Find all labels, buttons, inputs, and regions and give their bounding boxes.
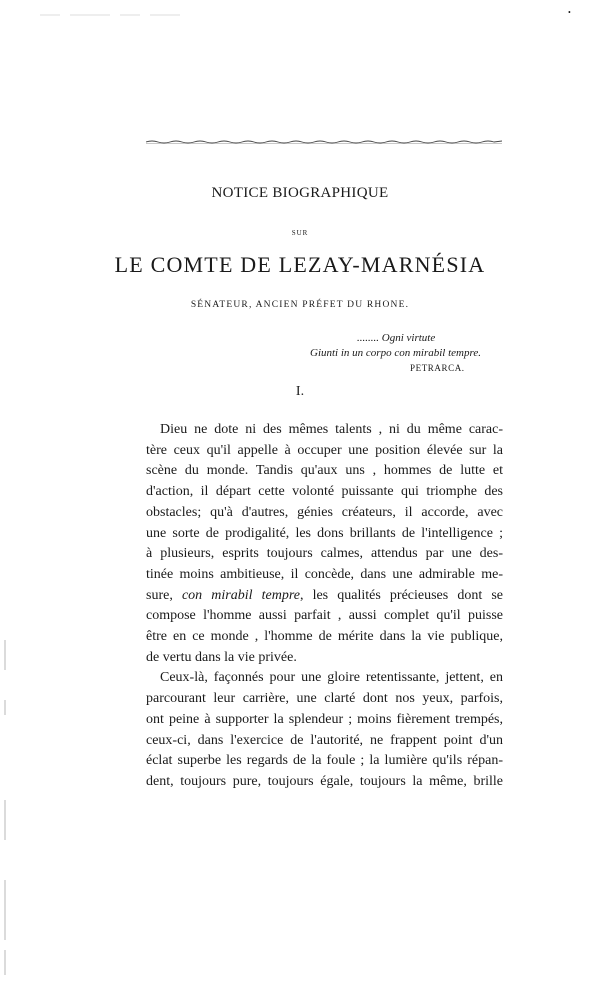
body-line: parcourant leur carrière, une clarté dont nos yeux, parfois, — [146, 691, 503, 707]
scan-margin-marks — [2, 640, 8, 980]
body-line: une sorte de prodigalité, les dons brillants de l'intelligence ; — [146, 525, 503, 541]
body-line: de vertu dans la vie privée. — [146, 649, 297, 665]
body-line: sure, con mirabil tempre, les qualités précieuses dont se — [146, 587, 503, 603]
body-line: scène du monde. Tandis qu'aux uns , hommes de lutte et — [146, 463, 503, 479]
section-number: I. — [295, 384, 305, 399]
body-line: tère ceux qu'il appelle à occuper une position élevée sur la — [146, 442, 503, 458]
body-line: obstacles; qu'à d'autres, génies créateurs, il accorde, avec — [146, 504, 503, 520]
italic-quote: con mirabil tempre — [181, 587, 300, 603]
epigraph-author: PETRARCA. — [410, 363, 465, 373]
body-line: ceux-ci, dans l'exercice de l'autorité, ne frappent point d'un — [146, 732, 503, 748]
body-line: éclat superbe les regards de la foule ; la lumière qu'ils répan- — [146, 753, 503, 769]
subject-name: LE COMTE DE LEZAY-MARNÉSIA — [114, 252, 486, 277]
body-line: être en ce monde , l'homme de mérite dans la vie publique, — [146, 629, 503, 645]
body-line: dent, toujours pure, toujours égale, toujours la même, brille — [146, 773, 503, 789]
body-text — [146, 420, 503, 793]
body-line: Ceux-là, façonnés pour une gloire retentissante, jettent, en — [160, 670, 503, 686]
scan-top-marks — [40, 4, 190, 8]
epigraph-line-1: ........ Ogni virtute — [357, 332, 436, 344]
body-line: d'action, il départ cette volonté puissante qui triomphe des — [146, 484, 503, 500]
notice-sur: SUR — [291, 229, 309, 237]
body-line: Dieu ne dote ni des mêmes talents , ni du même carac- — [160, 422, 503, 437]
decorative-rule — [146, 132, 502, 138]
epigraph-line-2: Giunti in un corpo con mirabil tempre. — [310, 347, 481, 359]
body-line: tinée moins ambitieuse, il concède, dans une admirable me- — [146, 566, 503, 582]
corner-mark: • — [568, 8, 571, 17]
notice-title: NOTICE BIOGRAPHIQUE — [211, 185, 389, 201]
epigraph — [310, 331, 510, 376]
body-line: à plusieurs, esprits toujours calmes, attendus par une des- — [146, 546, 503, 562]
body-line: ont peine à supporter la splendeur ; moins fièrement trempés, — [146, 711, 503, 727]
body-line: compose l'homme aussi parfait , aussi complet qu'il puisse — [146, 608, 503, 624]
subject-subtitle: SÉNATEUR, ANCIEN PRÉFET DU RHONE. — [190, 300, 410, 310]
